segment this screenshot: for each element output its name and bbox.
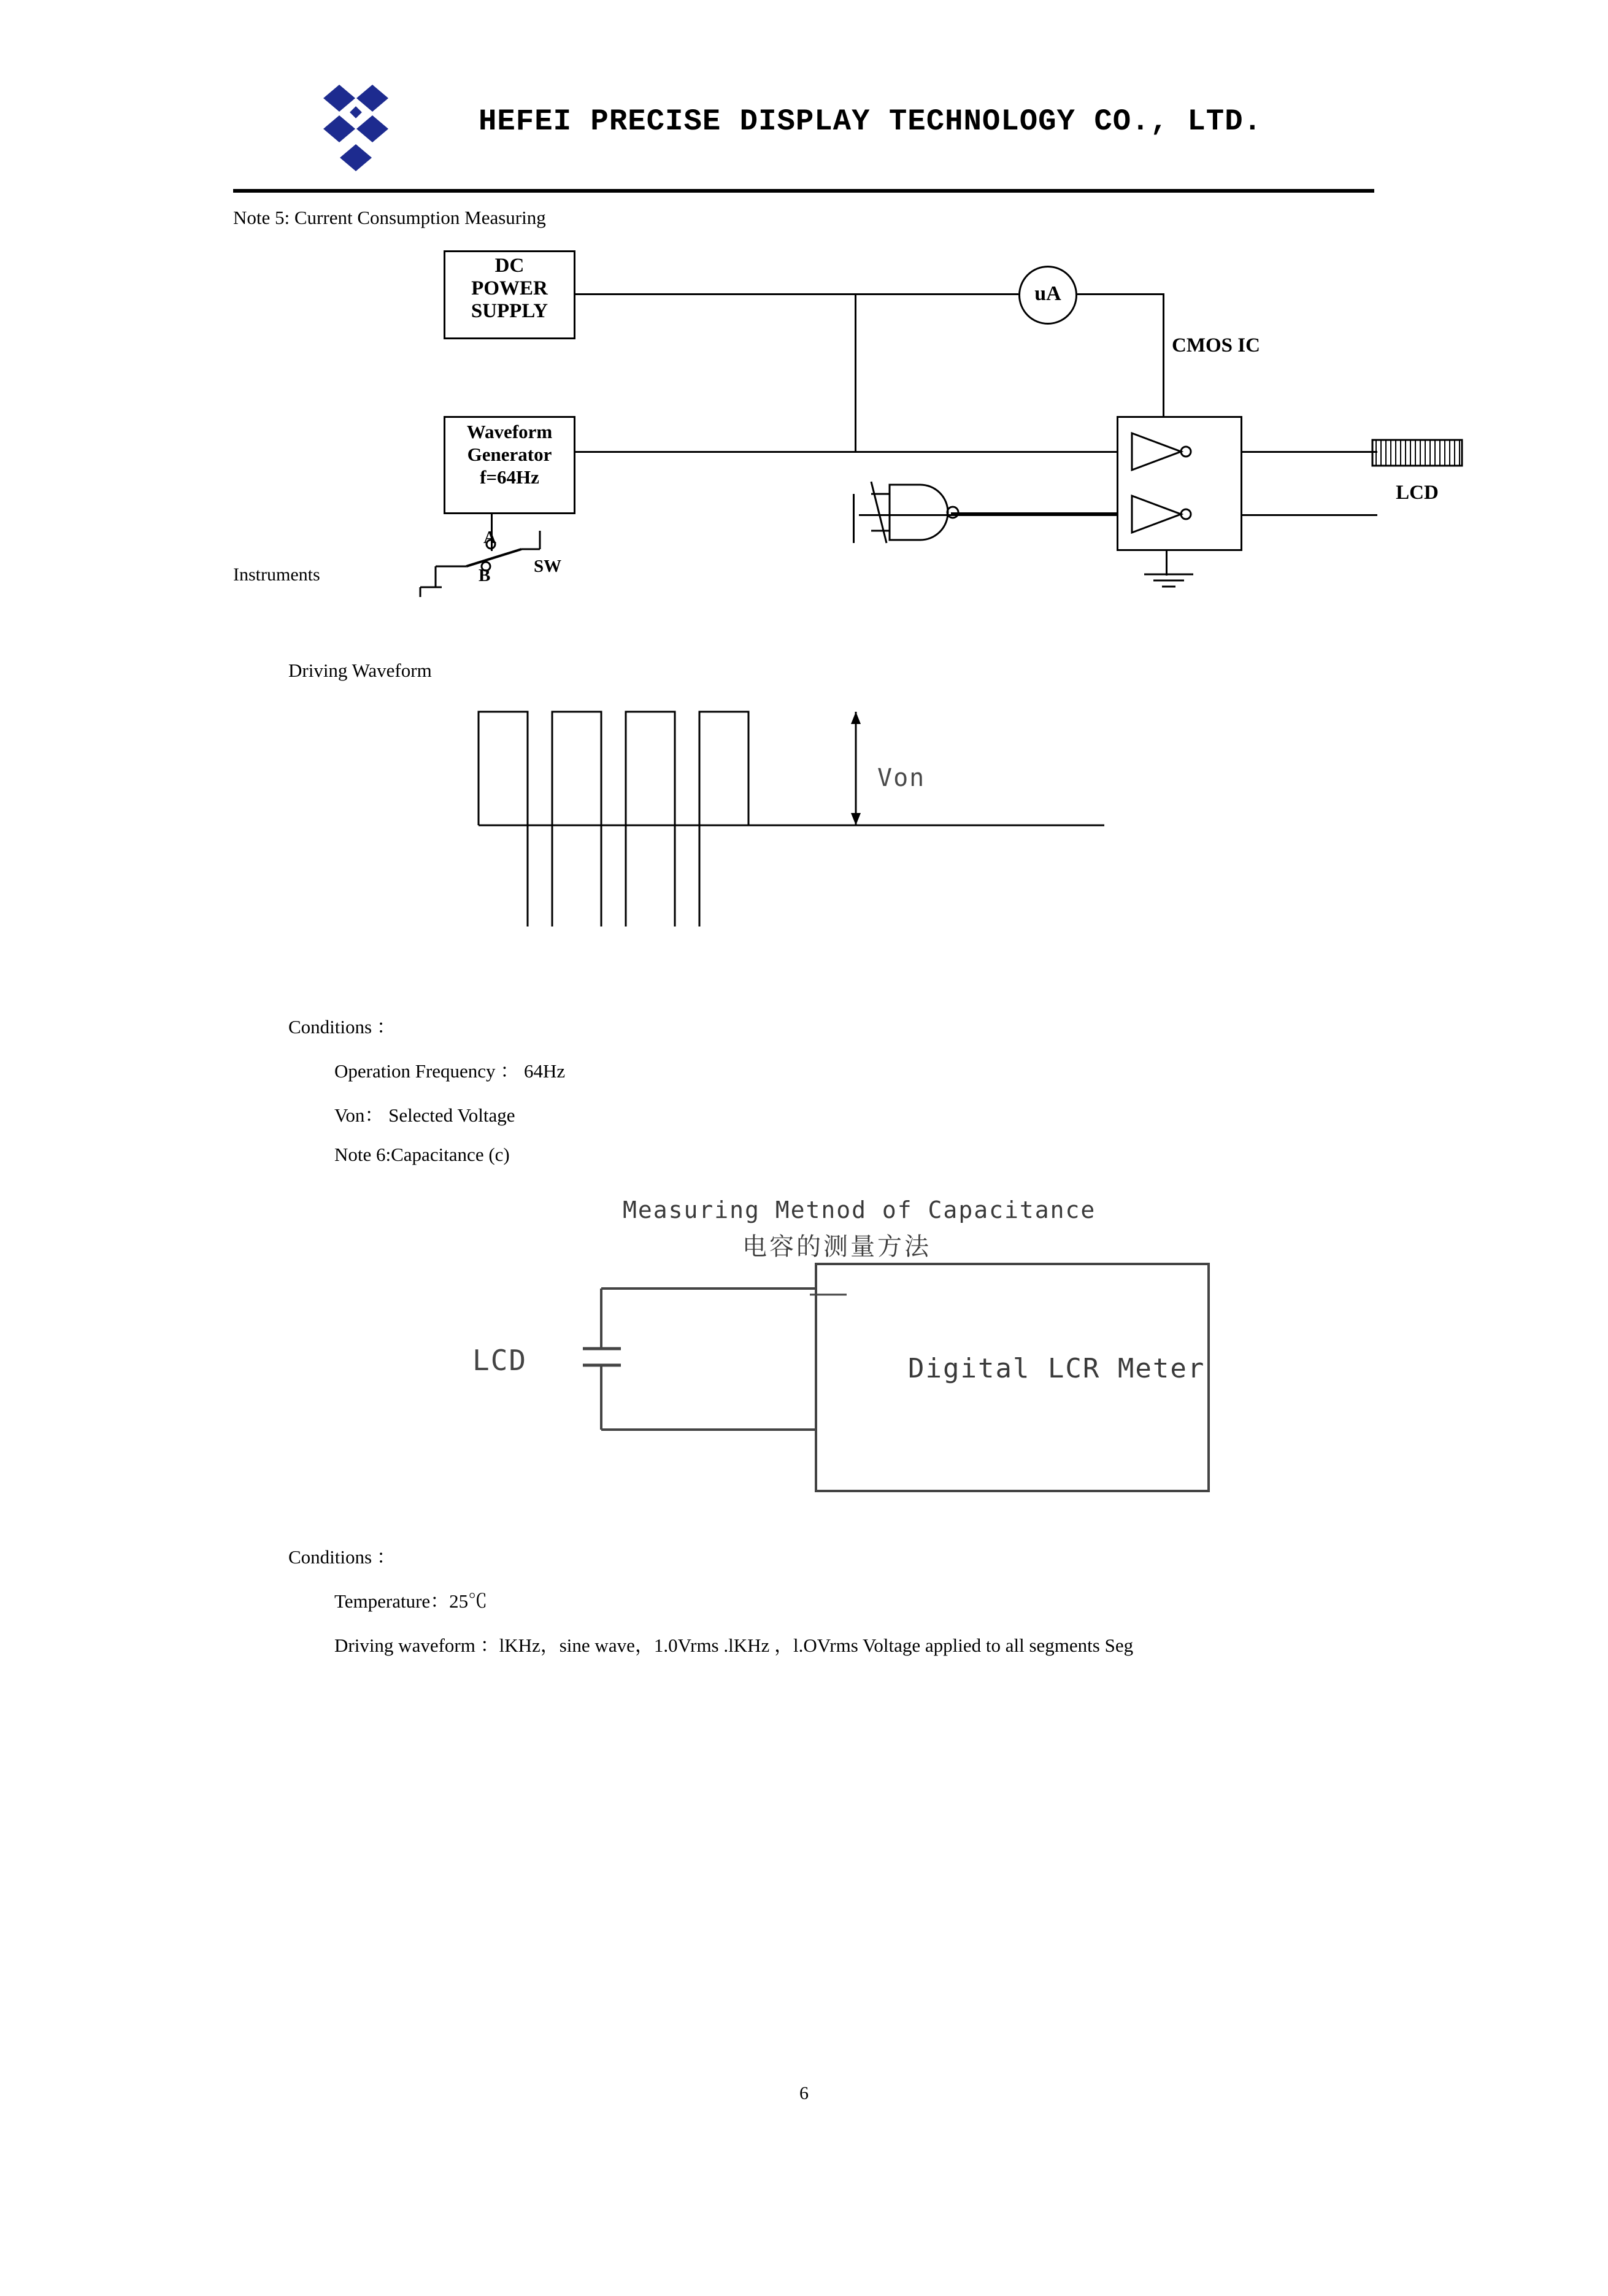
conditions2-line-0: Temperature：25℃	[334, 1590, 488, 1612]
dc-power-supply-label: DC POWER SUPPLY	[471, 255, 548, 322]
waveform-plot	[233, 669, 1399, 926]
current-consumption-diagram	[233, 221, 1439, 601]
driving-waveform-diagram	[233, 669, 1399, 926]
conditions2-line-1: Driving waveform ：lKHz，sine wave，1.0Vrms .lKHz ，l.OVrms Voltage applied to all segments Seg	[334, 1635, 1134, 1656]
capacitance-diagram-title-en: Measuring Metnod of Capacitance	[623, 1196, 1096, 1223]
capacitor-symbol-icon	[577, 1276, 834, 1479]
conditions1-line-1: Von： Selected Voltage	[334, 1104, 515, 1126]
driving-waveform-caption: Driving Waveform	[288, 660, 432, 681]
wire-nand-out	[951, 512, 1118, 514]
header-divider	[233, 189, 1374, 193]
wire-vdd-to-gen-line	[855, 416, 856, 453]
wire-ic-vdd-drop	[1163, 293, 1164, 416]
capacitance-measuring-diagram	[233, 1190, 1399, 1473]
switch-terminal-b-label: B	[479, 566, 491, 585]
note5-title: Note 5: Current Consumption Measuring	[233, 207, 546, 228]
cmos-ic-internal-buffers	[1117, 416, 1242, 551]
page-header	[233, 67, 1374, 190]
conditions1-line-0: Operation Frequency ： 64Hz	[334, 1060, 566, 1082]
company-name: HEFEI PRECISE DISPLAY TECHNOLOGY CO., LTD.	[479, 104, 1263, 139]
von-label: Von	[877, 764, 926, 792]
wire-dc-to-ammeter	[575, 293, 1018, 295]
lcr-meter-label: Digital LCR Meter	[908, 1353, 1206, 1384]
lcd-label: LCD	[1396, 482, 1439, 504]
capacitance-diagram-title-cn: 电容的测量方法	[742, 1233, 931, 1261]
wire-nand-input-bus	[853, 494, 855, 543]
lcd-panel-icon	[1371, 439, 1463, 476]
switch-terminal-a-label: A	[483, 528, 496, 547]
ground-symbol-icon	[1141, 572, 1196, 593]
diamond-cluster-logo-icon	[304, 80, 408, 184]
ammeter-label: uA	[1034, 282, 1061, 305]
conditions1-line-2: Note 6:Capacitance (c)	[334, 1144, 510, 1165]
waveform-generator-label: Waveform Generator f=64Hz	[466, 421, 553, 488]
conditions1-title: Conditions ：	[288, 1016, 396, 1038]
wire-gen-to-ic-top	[575, 451, 1117, 453]
wire-ic-to-lcd-top	[1242, 451, 1377, 453]
instruments-label: Instruments	[233, 564, 320, 585]
lcd-symbol-label: LCD	[472, 1344, 528, 1377]
cmos-ic-label: CMOS IC	[1172, 334, 1260, 356]
page-number: 6	[799, 2083, 809, 2103]
conditions2-title: Conditions ：	[288, 1546, 396, 1568]
wire-ammeter-to-ic	[1077, 293, 1164, 295]
switch-sw-label: SW	[534, 557, 562, 576]
wire-dc-branch-down	[855, 293, 856, 416]
wire-ic-to-lcd-bottom	[1242, 514, 1377, 516]
